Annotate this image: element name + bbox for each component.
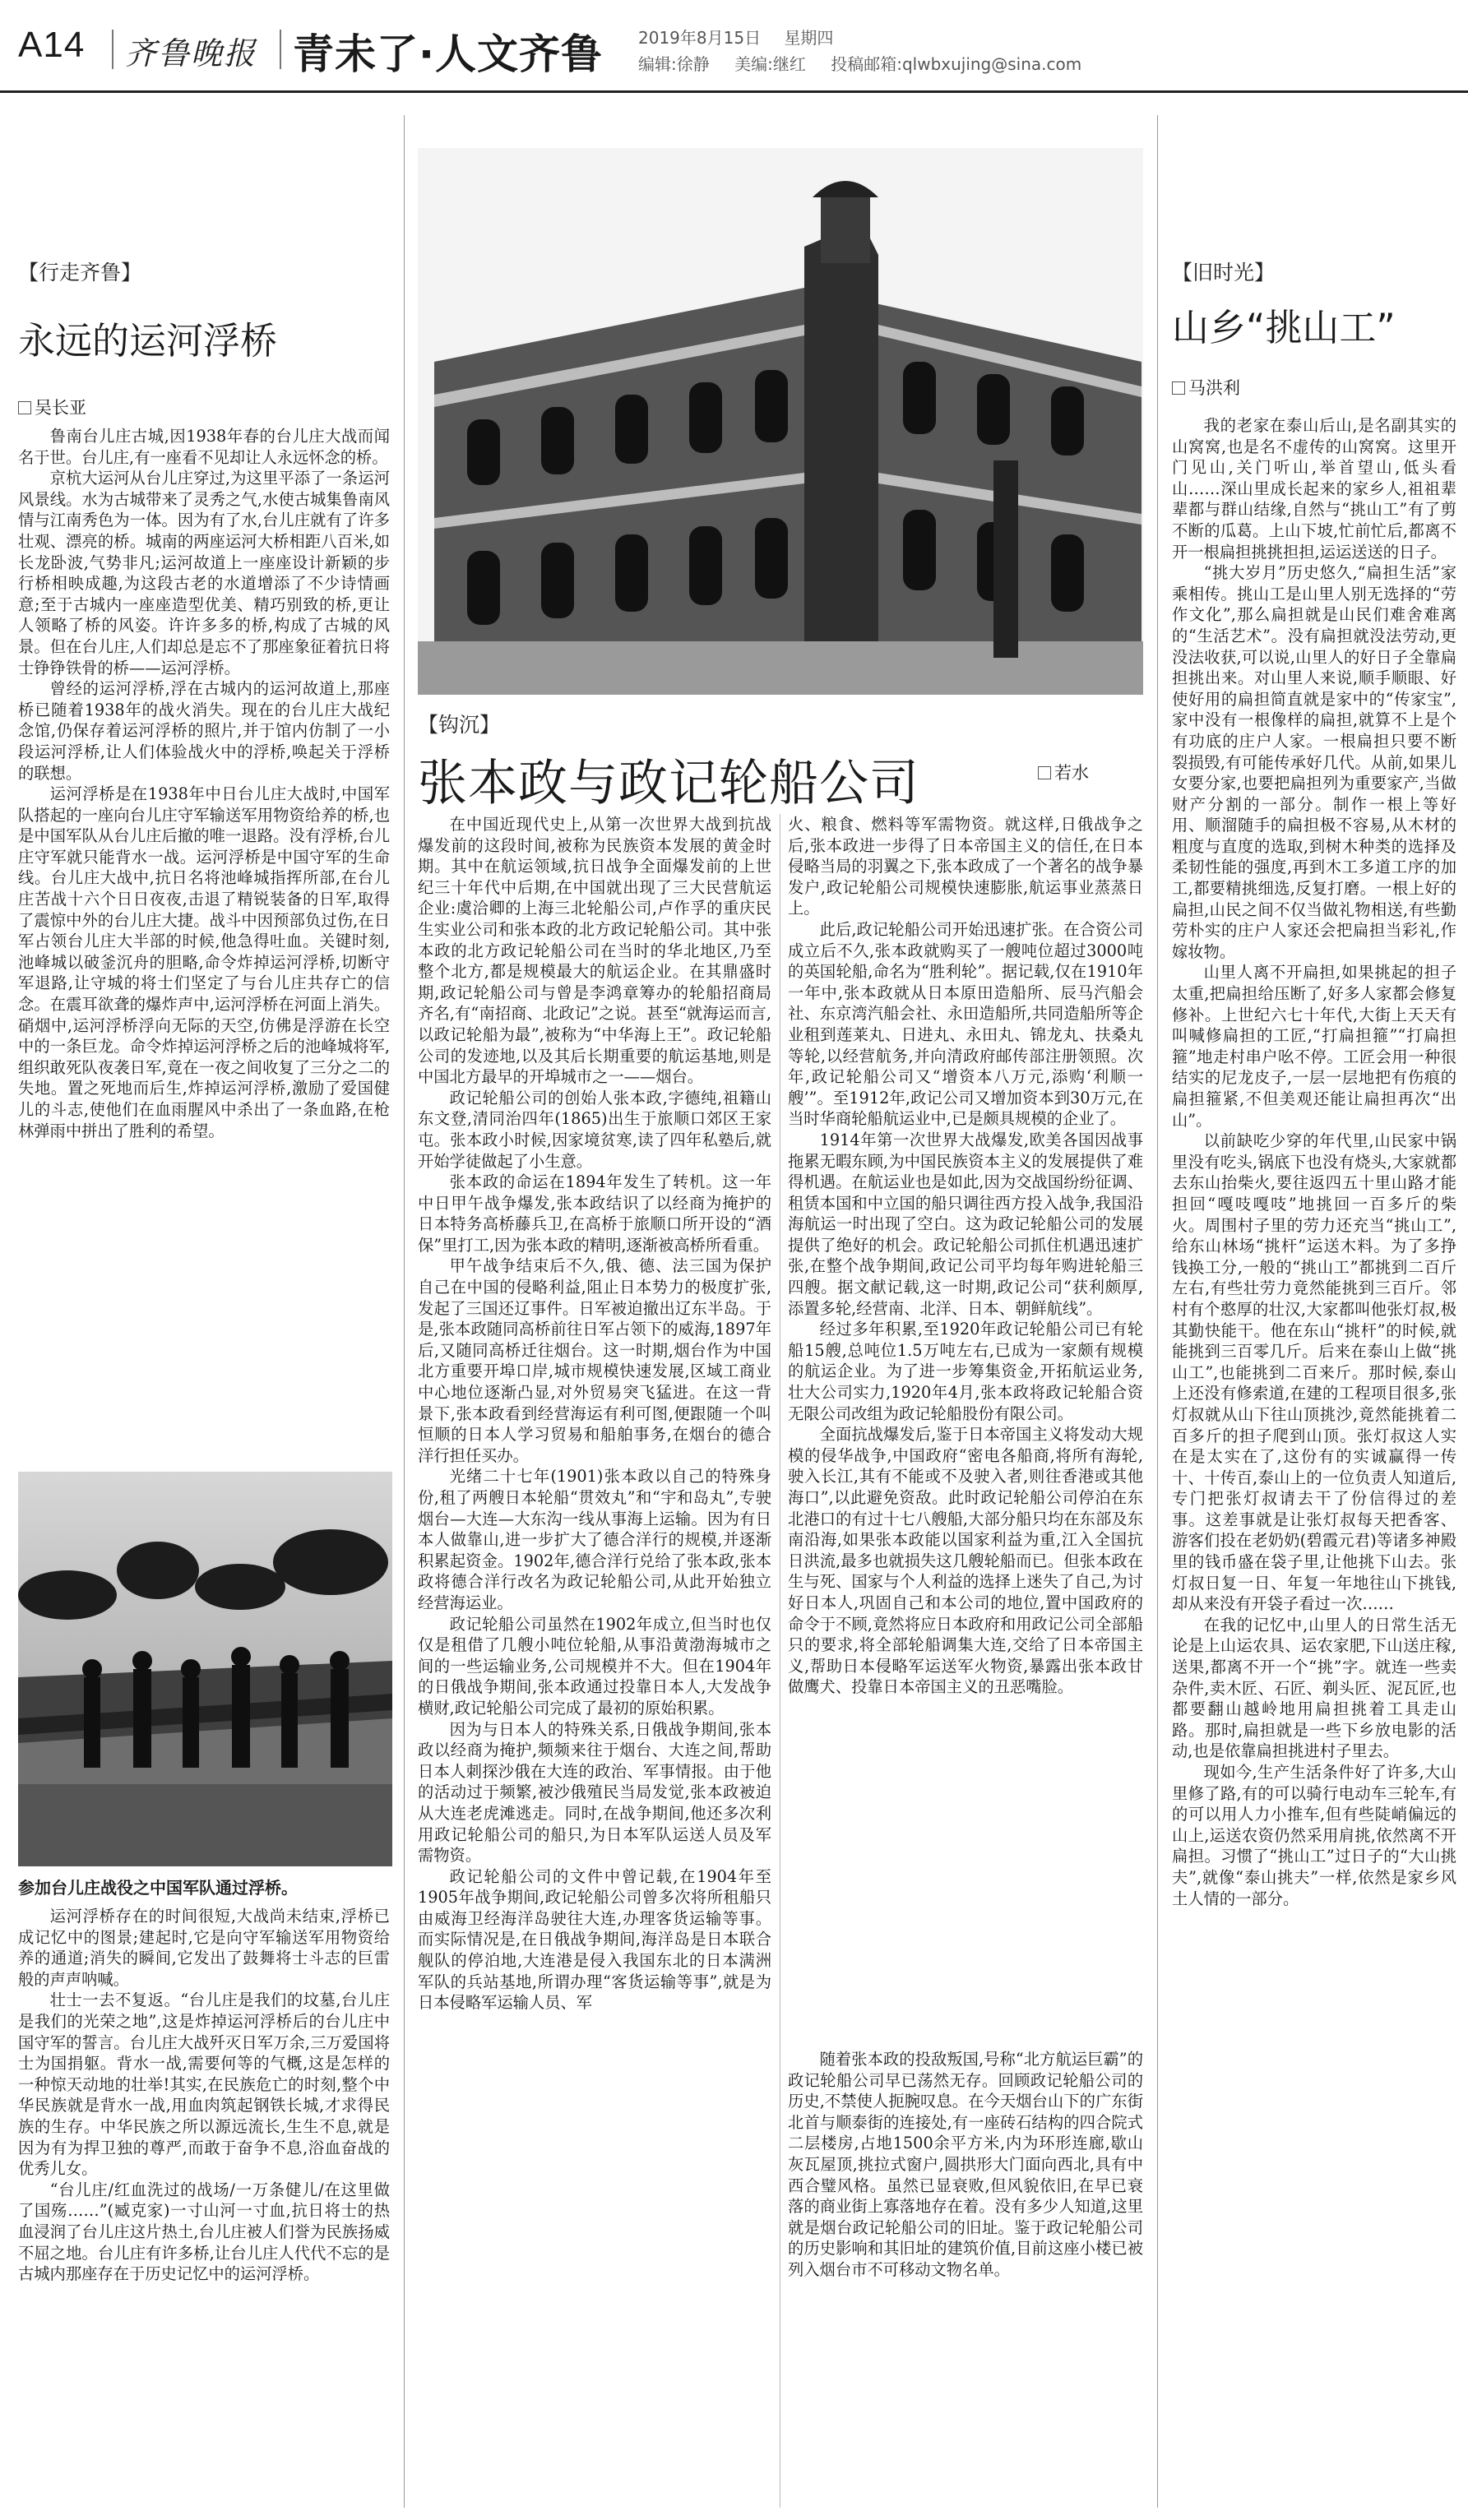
left-author: 吴长亚 [18,395,86,419]
left-kicker: 【行走齐鲁】 [18,261,142,284]
center-article-title: 张本政与政记轮船公司 [418,755,919,812]
photo-caption: 参加台儿庄战役之中国军队通过浮桥。 [18,1878,298,1898]
paragraph: 曾经的运河浮桥,浮在古城内的运河故道上,那座桥已随着1938年的战火消失。现在的台儿庄大战纪念馆,仍保存着运河浮桥的照片,并于馆内仿制了一小段运河浮桥,让人们体验战火中的浮桥,唤起关于浮桥的联想。 [18,679,390,783]
paragraph: 张本政的命运在1894年发生了转机。这一年中日甲午战争爆发,张本政结识了以经商为掩护的日本特务高桥藤兵卫,在高桥于旅顺口所开设的“酒保”里打工,因为张本政的精明,逐渐被高桥所看重。 [418,1172,771,1255]
paragraph: “台儿庄/红血洗过的战场/一万条健儿/在这里做了国殇……”(臧克家)一寸山河一寸血,抗日将士的热血浸润了台儿庄这片热土,台儿庄被人们誉为民族扬威不屈之地。台儿庄有许多桥,让台儿庄人代代不忘的是古城内那座存在于历史记忆中的运河浮桥。 [18,2180,390,2284]
submission-email: 投稿邮箱:qlwbxujing@sina.com [831,54,1082,74]
zhengji-building-photo-image [418,148,1143,695]
paragraph: 在中国近现代史上,从第一次世界大战到抗战爆发前的这段时间,被称为民族资本发展的黄金时期。其中在航运领域,抗日战争全面爆发前的上世纪三十年代中后期,在中国就出现了三大民营航运企业:虞洽卿的上海三北轮船公司,卢作孚的重庆民生实业公司和张本政的北方政记轮船公司。其中张本政的北方政记轮船公司在当时的华北地区,乃至整个北方,都是规模最大的航运企业。在其鼎盛时期,政记轮船公司与曾是李鸿章筹办的轮船招商局齐名,有“南招商、北政记”之说。甚至“就海运而言,以政记轮船为最”,被称为“中华海上王”。政记轮船公司的发迹地,以及其后长期重要的航运基地,则是中国北方最早的开埠城市之一——烟台。 [418,815,771,1087]
masthead-divider [280,30,281,69]
newspaper-logo: 齐鲁晚报 [125,35,257,72]
paragraph: 京杭大运河从台儿庄穿过,为这里平添了一条运河风景线。水为古城带来了灵秀之气,水使古城集鲁南风情与江南秀色为一体。因为有了水,台儿庄就有了许多壮观、漂亮的桥。城南的两座运河大桥相距八百米,如长龙卧波,气势非凡;运河故道上一座座设计新颖的步行桥相映成趣,为这段古老的水道增添了不少诗情画意;至于古城内一座座造型优美、精巧别致的桥,更让人领略了桥的风姿。许许多多的桥,构成了古城的风景。但在台儿庄,人们却总是忘不了那座象征着抗日将士铮铮铁骨的桥——运河浮桥。 [18,469,390,677]
paragraph: 光绪二十七年(1901)张本政以自己的特殊身份,租了两艘日本轮船“贯效丸”和“宇和岛丸”,专驶烟台—大连—大东沟一线从事海上运输。因为有日本人做靠山,进一步扩大了德合洋行的规模,并逐渐积累起资金。1902年,德合洋行兑给了张本政,张本政将德合洋行改名为政记轮船公司,从此开始独立经营海运业。 [418,1467,771,1612]
paragraph: 我的老家在泰山后山,是名副其实的山窝窝,也是名不虚传的山窝窝。这里开门见山,关门听山,举首望山,低头看山……深山里成长起来的家乡人,祖祖辈辈都与群山结缘,自然与“挑山工”有了剪不断的瓜葛。上山下坡,忙前忙后,都离不开一根扁担挑挑担担,运运送送的日子。 [1172,416,1456,562]
center-author: 若水 [1038,760,1089,784]
editor-credits [638,51,1101,75]
paragraph: 鲁南台儿庄古城,因1938年春的台儿庄大战而闻名于世。台儿庄,有一座看不见却让人永远怀念的桥。 [18,427,390,467]
paragraph: 壮士一去不复返。“台儿庄是我们的坟墓,台儿庄是我们的光荣之地”,这是炸掉运河浮桥后的台儿庄中国守军的誓言。台儿庄大战歼灭日军万余,三万爱国将士为国捐躯。背水一战,需要何等的气概,这是怎样的一种惊天动地的壮举!其实,在民族危亡的时刻,整个中华民族就是背水一战,用血肉筑起钢铁长城,才求得民族的生存。中华民族之所以源远流长,生生不息,就是因为有为捍卫独的尊严,而敢于奋争不息,浴血奋战的优秀儿女。 [18,1991,390,2179]
center-kicker: 【钩沉】 [418,713,501,737]
paragraph: 运河浮桥存在的时间很短,大战尚未结束,浮桥已成记忆中的图景;建起时,它是向守军输送军用物资给养的通道;消失的瞬间,它发出了鼓舞将士斗志的巨雷般的声声呐喊。 [18,1907,390,1989]
section-title: 青未了·人文齐鲁 [293,30,603,78]
page-number: A14 [18,25,86,65]
paragraph: 政记轮船公司虽然在1902年成立,但当时也仅仅是租借了几艘小吨位轮船,从事沿黄渤海城市之间的一些运输业务,公司规模并不大。但在1904年的日俄战争期间,张本政通过投靠日本人,大发战争横财,政记轮船公司完成了最初的原始积累。 [418,1614,771,1718]
zhengji-building-photo [418,148,1143,695]
column-separator [1157,115,1158,2508]
issue-date-line [638,25,833,49]
right-article-body [1172,415,1456,2508]
paragraph: 以前缺吃少穿的年代里,山民家中锅里没有吃头,锅底下也没有烧头,大家就都去东山抬柴火,要往返四五十里山路才能担回“嘎吱嘎吱”地挑回一百多斤的柴火。周围村子里的劳力还充当“挑山工”,给东山林场“挑杆”运送木料。为了多挣钱换工分,一般的“挑山工”都挑到二百斤左右,有些壮劳力竟然能挑到三百斤。邻村有个憨厚的壮汉,大家都叫他张灯叔,极其勤快能干。他在东山“挑杆”的时候,就能挑到三百零几斤。后来在泰山上做“挑山工”,也能挑到二百来斤。那时候,泰山上还没有修索道,在建的工程项目很多,张灯叔就从山下往山顶挑沙,竟然能挑着二百多斤的担子爬到山顶。张灯叔这人实在是太实在了,这份有的实诚赢得一传十、十传百,泰山上的一位负责人知道后,专门把张灯叔请去干了份信得过的差事。这差事就是让张灯叔每天把香客、游客们投在老奶奶(碧霞元君)等诸多神殿里的钱币盛在袋子里,让他挑下山去。张灯叔日复一日、年复一年地往山下挑钱,却从来没有开袋子看过一次…… [1172,1131,1456,1614]
paragraph: 1914年第一次世界大战爆发,欧美各国因战事拖累无暇东顾,为中国民族资本主义的发展提供了难得机遇。在航运业也是如此,因为交战国纷纷征调、租赁本国和中立国的船只调往西方投入战争,我国沿海航运一时出现了空白。这为政记轮船公司的发展提供了绝好的机会。政记轮船公司抓住机遇迅速扩张,在整个战争期间,政记公司平均每年购进轮船三四艘。据文献记载,这一时期,政记公司“获利颇厚,添置多轮,经营南、北洋、日本、朝鲜航线”。 [788,1130,1143,1318]
paragraph: 因为与日本人的特殊关系,日俄战争期间,张本政以经商为掩护,频频来往于烟台、大连之间,帮助日本人刺探沙俄在大连的政治、军事情报。由于他的活动过于频繁,被沙俄殖民当局发觉,张本政被迫从大连老虎滩逃走。同时,在战争期间,他还多次利用政记轮船公司的船只,为日本军队运送人员及军需物资。 [418,1719,771,1866]
paragraph: 在我的记忆中,山里人的日常生活无论是上山运农具、运农家肥,下山送庄稼,送果,都离不开一个“挑”字。就连一些卖杂件,卖木匠、石匠、剃头匠、泥瓦匠,也都要翻山越岭地用扁担挑着工具走山路。那时,扁担就是一些下乡放电影的活动,也是依靠扁担挑进村子里去。 [1172,1615,1456,1761]
paragraph: 此后,政记轮船公司开始迅速扩张。在合资公司成立后不久,张本政就购买了一艘吨位超过3000吨的英国轮船,命名为“胜利轮”。据记载,仅在1910年一年中,张本政就从日本原田造船所、辰马汽船会社、东京湾汽船会社、永田造船所,共同造船所等企业租到莲莱丸、日进丸、永田丸、锦龙丸、扶桑丸等轮,以经营航务,并向清政府邮传部注册领照。次年,政记轮船公司又“增资本八万元,添购‘利顺一艘’”。至1912年,政记公司又增加资本到30万元,在当时华商轮船航运业中,已是颇具规模的企业了。 [788,919,1143,1129]
paragraph: 政记轮船公司的创始人张本政,字德纯,祖籍山东文登,清同治四年(1865)出生于旅顺口郊区王家屯。张本政小时候,因家境贫寒,读了四年私塾后,就开始学徒做起了小生意。 [418,1088,771,1171]
right-author: 马洪利 [1172,375,1240,400]
left-article-body-bottom [18,1906,390,2498]
column-separator [404,115,405,2508]
center-article-col1 [418,814,771,2508]
masthead-rule [0,90,1468,93]
paragraph: 政记轮船公司的文件中曾记载,在1904年至1905年战争期间,政记轮船公司曾多次将所租船只由威海卫经海洋岛驶往大连,办理客货运输等事。而实际情况是,在日俄战争期间,海洋岛是日本联合舰队的停泊地,大连港是侵入我国东北的日本满洲军队的兵站基地,所谓办理“客货运输等事”,就是为日本侵略军运输人员、军 [418,1866,771,2013]
right-article-title: 山乡“挑山工” [1172,306,1396,349]
pontoon-bridge-photo [18,1472,392,1866]
left-article-body-top [18,426,390,1447]
paragraph: 全面抗战爆发后,鉴于日本帝国主义将发动大规模的侵华战争,中国政府“密电各船商,将所有海轮,驶入长江,其有不能或不及驶入者,则往香港或其他海口”,以此避免资敌。此时政记轮船公司停泊在东北港口的有过十七八艘船,大部分船只均在东部及东南沿海,如果张本政能以国家利益为重,江入全国抗日洪流,最多也就损失这几艘轮船而已。但张本政在生与死、国家与个人利益的选择上迷失了自己,为讨好日本人,巩固自己和本公司的地位,置中国政府的命令于不顾,竟然将应日本政府和用政记公司全部船只的要求,将全部轮船调集大连,交给了日本帝国主义,帮助日本侵略军运送军火物资,暴露出张本政甘做鹰犬、投靠日本帝国主义的丑恶嘴脸。 [788,1425,1143,1697]
pontoon-bridge-photo-image [18,1472,392,1866]
paragraph: 现如今,生产生活条件好了许多,大山里修了路,有的可以骑行电动车三轮车,有的可以用人力小推车,但有些陡峭偏远的山上,运送农资仍然采用肩挑,依然离不开扁担。习惯了“挑山工”过日子的“大山挑夫”,就像“泰山挑夫”一样,依然是家乡风土人情的一部分。 [1172,1763,1456,1908]
paragraph: 火、粮食、燃料等军需物资。就这样,日俄战争之后,张本政进一步得了日本帝国主义的信任,在日本侵略当局的羽翼之下,张本政成了一个著名的战争暴发户,政记轮船公司规模快速膨胀,航运事业蒸蒸日上。 [788,815,1143,918]
right-kicker: 【旧时光】 [1172,261,1276,284]
paragraph: 甲午战争结束后不久,俄、德、法三国为保护自己在中国的侵略利益,阻止日本势力的极度扩张,发起了三国还辽事件。日军被迫撤出辽东半岛。于是,张本政随同高桥前往日军占领下的威海,1897年后,又随同高桥迁往烟台。这一时期,烟台作为中国北方重要开埠口岸,城市规模快速发展,区域工商业中心地位逐渐凸显,对外贸易突飞猛进。在这一背景下,张本政看到经营海运有利可图,便跟随一个叫恒顺的日本人学习贸易和船舶事务,在烟台的德合洋行担任买办。 [418,1256,771,1465]
designer-credit: 美编:继红 [734,54,806,74]
paragraph: 随着张本政的投敌叛国,号称“北方航运巨霸”的政记轮船公司早已荡然无存。回顾政记轮船公司的历史,不禁使人扼腕叹息。在今天烟台山下的广东街北首与顺泰街的连接处,有一座砖石结构的四合院式二层楼房,占地1500余平方米,内为环形连廊,歇山灰瓦屋顶,挑拉式窗户,圆拱形大门面向西北,具有中西合璧风格。虽然已显衰败,但风貌依旧,在早已衰落的商业街上寡落地存在着。没有多少人知道,这里就是烟台政记轮船公司的旧址。鉴于政记轮船公司的历史影响和其旧址的建筑价值,目前这座小楼已被列入烟台市不可移动文物名单。 [788,2050,1143,2279]
editor-credit: 编辑:徐静 [638,54,710,74]
issue-date: 2019年8月15日 [638,28,762,48]
paragraph: 经过多年积累,至1920年政记轮船公司已有轮船15艘,总吨位1.5万吨左右,已成为一家颇有规模的航运企业。为了进一步筹集资金,开拓航运业务,壮大公司实力,1920年4月,张本政将政记轮船合资无限公司改组为政记轮船股份有限公司。 [788,1320,1143,1423]
paragraph: 运河浮桥是在1938年中日台儿庄大战时,中国军队搭起的一座向台儿庄守军输送军用物资给养的桥,也是中国军队从台儿庄后撤的唯一退路。没有浮桥,台儿庄守军就只能背水一战。运河浮桥是中国守军的生命线。台儿庄大战中,抗日名将池峰城指挥所部,在台儿庄苦战十六个日日夜夜,击退了精锐装备的日军,取得了震惊中外的台儿庄大捷。战斗中因预部负过伤,在日军占领台儿庄大半部的时候,他急得吐血。关键时刻,池峰城以破釜沉舟的胆略,命令炸掉运河浮桥,切断守军退路,让守城的将士们坚定了与台儿庄共存亡的信念。在震耳欲聋的爆炸声中,运河浮桥在河面上消失。硝烟中,运河浮桥浮向无际的天空,仿佛是浮游在长空中的一条巨龙。命令炸掉运河浮桥之后的池峰城将军,组织敢死队夜袭日军,竟在一夜之间收复了三分之二的失地。置之死地而后生,炸掉运河浮桥,激励了爱国健儿的斗志,使他们在血雨腥风中杀出了一条血路,在枪林弹雨中拼出了胜利的希望。 [18,784,390,1140]
center-article-col2-top [788,814,1143,2035]
left-article-title: 永远的运河浮桥 [18,319,278,363]
issue-weekday: 星期四 [784,28,834,48]
paragraph: “挑大岁月”历史悠久,“扁担生活”家乘相传。挑山工是山里人别无选择的“劳作文化”,那么扁担就是山民们难舍难离的“生活艺术”。没有扁担就没法劳动,更没法收获,可以说,山里人的好日子全靠扁担挑出来。对山里人来说,顺手顺眼、好使好用的扁担简直就是家中的“传家宝”,家中没有一根像样的扁担,就算不上是个有功底的庄户人家。一根扁担只要不断裂损毁,有可能传承好几代。从前,如果儿女要分家,也要把扁担列为重要家产,当做财产分割的一部分。制作一根上等好用、顺溜随手的扁担极不容易,从木材的粗度与直度的选取,到树木种类的选择及柔韧性能的强度,再到木工多道工序的加工,都要精挑细选,反复打磨。一根上好的扁担,山民之间不仅当做礼物相送,有些勤劳朴实的庄户人家还会把扁担当彩礼,作嫁妆物。 [1172,563,1456,961]
masthead-divider [112,30,113,69]
center-article-col2-bottom [788,2049,1143,2508]
paragraph: 山里人离不开扁担,如果挑起的担子太重,把扁担给压断了,好多人家都会修复修补。上世纪六七十年代,大街上天天有叫喊修扁担的工匠,“打扁担箍”“打扁担箍”地走村串户吆不停。工匠会用一种很结实的尼龙皮子,一层一层地把有伤痕的扁担箍紧,不但美观还能让扁担再次“出山”。 [1172,963,1456,1130]
